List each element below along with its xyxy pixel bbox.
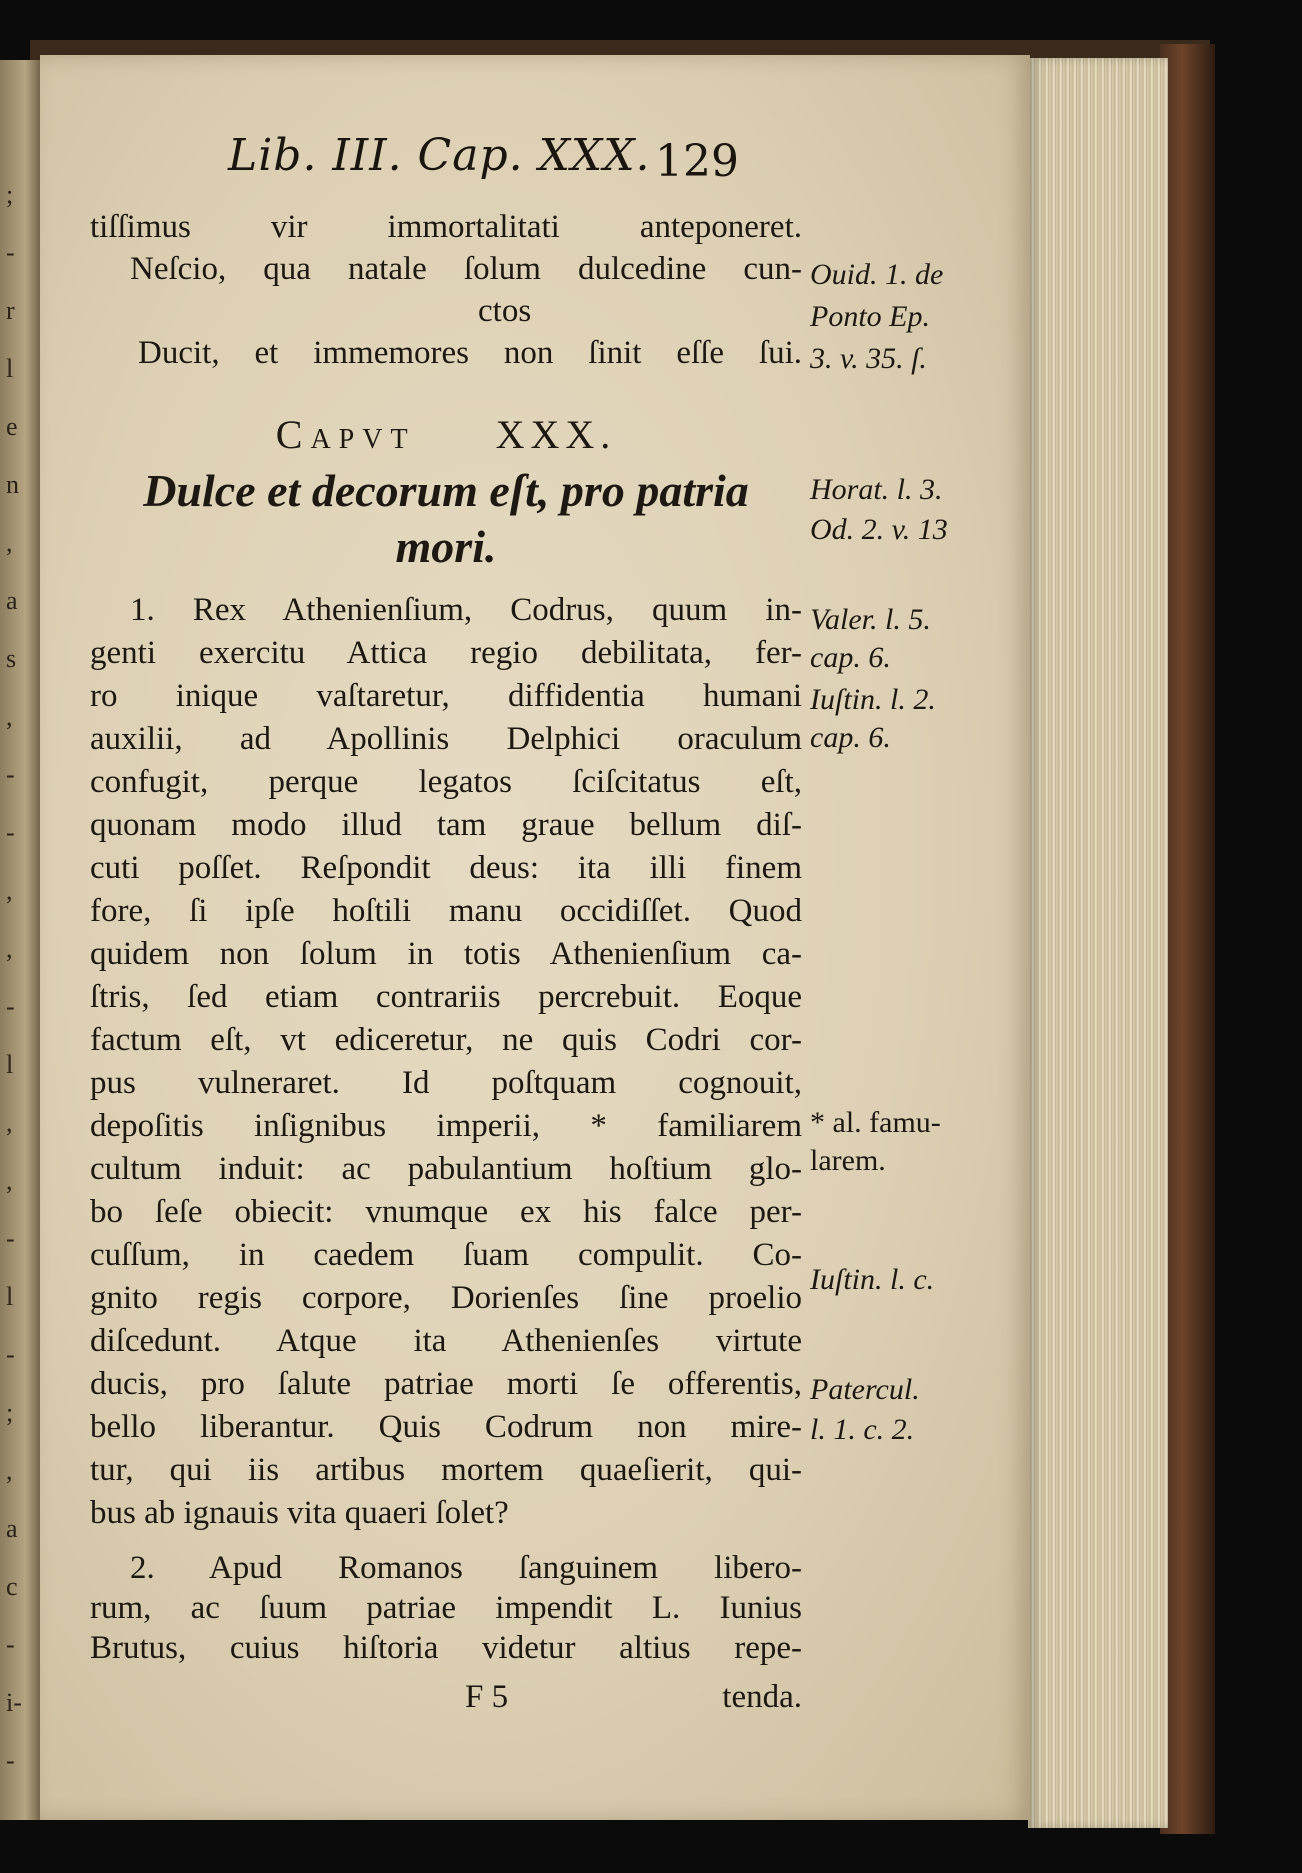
margin-note-patercul-2: l. 1. c. 2. — [810, 1413, 915, 1446]
previous-page-mark: s — [6, 644, 17, 673]
text-line: ſtris, ſed etiam contrariis percrebuit. Eoque — [90, 979, 802, 1015]
previous-page-marks — [6, 60, 36, 1820]
text-line: bello liberantur. Quis Codrum non mire- — [90, 1409, 802, 1445]
page-number: 129 — [655, 136, 739, 187]
previous-page-mark: , — [6, 528, 13, 557]
motto-line-2: mori. — [395, 521, 497, 572]
text-line: 2. Apud Romanos ſanguinem libero- — [130, 1550, 802, 1586]
text-line: pus vulneraret. Id poſtquam cognouit, — [90, 1065, 802, 1101]
previous-page-mark: i- — [6, 1688, 22, 1717]
text-line: cultum induit: ac pabulantium hoſtium glo- — [90, 1151, 802, 1187]
chapter-motto — [90, 463, 802, 575]
previous-page-mark: - — [6, 818, 15, 847]
catchword: tenda. — [722, 1679, 802, 1715]
previous-page-mark: - — [6, 992, 15, 1021]
previous-page-mark: , — [6, 1166, 13, 1195]
previous-page-edge — [0, 60, 42, 1820]
previous-page-mark: ; — [6, 180, 14, 209]
chapter-heading — [90, 411, 802, 458]
previous-page-mark: , — [6, 876, 13, 905]
previous-page-mark: - — [6, 1224, 15, 1253]
previous-page-mark: l — [6, 354, 14, 383]
margin-note-ovid-3: 3. v. 35. ſ. — [810, 342, 927, 375]
margin-note-alt-reading-1: * al. famu- — [810, 1106, 941, 1139]
signature-mark: F 5 — [465, 1679, 509, 1715]
previous-page-mark: , — [6, 1108, 13, 1137]
text-line: auxilii, ad Apollinis Delphici oraculum — [90, 721, 802, 757]
previous-page-mark: - — [6, 760, 15, 789]
motto-line-1: Dulce et decorum eſt, pro patria — [143, 465, 749, 516]
text-line: factum eſt, vt ediceretur, ne quis Codri cor- — [90, 1022, 802, 1058]
previous-page-mark: - — [6, 1340, 15, 1369]
verse-line: ctos — [478, 293, 532, 329]
previous-page-mark: , — [6, 1456, 13, 1485]
text-line: gnito regis corpore, Dorienſes ſine proelio — [90, 1280, 802, 1316]
verse-line: tiſſimus vir immortalitati anteponeret. — [90, 209, 802, 245]
margin-note-ovid-1: Ouid. 1. de — [810, 258, 944, 291]
previous-page-mark: e — [6, 412, 18, 441]
previous-page-mark: l — [6, 1282, 14, 1311]
text-line: quonam modo illud tam graue bellum diſ- — [90, 807, 802, 843]
text-line: cuti poſſet. Reſpondit deus: ita illi finem — [90, 850, 802, 886]
running-head-title: Lib. III. Cap. XXX. — [228, 130, 651, 181]
margin-note-valer-1: Valer. l. 5. — [810, 603, 931, 636]
text-line: tur, qui iis artibus mortem quaeſierit, qui- — [90, 1452, 802, 1488]
page-signature-line — [90, 1675, 802, 1719]
text-line: ro inique vaſtaretur, diffidentia humani — [90, 678, 802, 714]
text-line: bus ab ignauis vita quaeri ſolet? — [90, 1495, 509, 1531]
margin-note-valer-2: cap. 6. — [810, 641, 891, 674]
text-line: fore, ſi ipſe hoſtili manu occidiſſet. Quod — [90, 893, 802, 929]
previous-page-mark: r — [6, 296, 15, 325]
previous-page-mark: n — [6, 470, 19, 499]
text-line: 1. Rex Athenienſium, Codrus, quum in- — [130, 592, 802, 628]
previous-page-mark: ; — [6, 1398, 14, 1427]
margin-note-iustin-lc: Iuſtin. l. c. — [810, 1263, 935, 1296]
text-line: bo ſeſe obiecit: vnumque ex his falce per- — [90, 1194, 802, 1230]
previous-page-mark: a — [6, 1514, 18, 1543]
margin-note-horat-2: Od. 2. v. 13 — [810, 513, 948, 546]
page-stack-edge — [1028, 58, 1168, 1828]
text-line: depoſitis inſignibus imperii, * familiarem — [90, 1108, 802, 1144]
previous-page-mark: , — [6, 702, 13, 731]
text-line: Brutus, cuius hiſtoria videtur altius repe- — [90, 1630, 802, 1666]
chapter-heading-caput: Capvt — [275, 412, 416, 457]
running-head — [228, 130, 651, 186]
text-line: quidem non ſolum in totis Athenienſium ca- — [90, 936, 802, 972]
text-line: confugit, perque legatos ſciſcitatus eſt, — [90, 764, 802, 800]
margin-note-horat-1: Horat. l. 3. — [810, 473, 943, 506]
margin-note-iustin-1: Iuſtin. l. 2. — [810, 683, 936, 716]
text-line: ducis, pro ſalute patriae morti ſe offerentis, — [90, 1366, 802, 1402]
chapter-heading-number: XXX. — [495, 412, 617, 457]
margin-note-ovid-2: Ponto Ep. — [810, 300, 930, 333]
previous-page-mark: - — [6, 1746, 15, 1775]
text-line: cuſſum, in caedem ſuam compulit. Co- — [90, 1237, 802, 1273]
verse-line: Ducit, et immemores non ſinit eſſe ſui. — [138, 335, 802, 371]
previous-page-mark: c — [6, 1572, 18, 1601]
verse-line: Neſcio, qua natale ſolum dulcedine cun- — [130, 251, 802, 287]
previous-page-mark: - — [6, 1630, 15, 1659]
text-line: rum, ac ſuum patriae impendit L. Iunius — [90, 1590, 802, 1626]
text-line: genti exercitu Attica regio debilitata, fer- — [90, 635, 802, 671]
previous-page-mark: l — [6, 1050, 14, 1079]
margin-note-patercul-1: Patercul. — [810, 1373, 920, 1406]
text-line: diſcedunt. Atque ita Athenienſes virtute — [90, 1323, 802, 1359]
margin-note-iustin-2: cap. 6. — [810, 721, 891, 754]
book-spine — [1160, 44, 1215, 1834]
margin-note-alt-reading-2: larem. — [810, 1144, 886, 1177]
previous-page-mark: - — [6, 238, 15, 267]
previous-page-mark: a — [6, 586, 18, 615]
previous-page-mark: , — [6, 934, 13, 963]
